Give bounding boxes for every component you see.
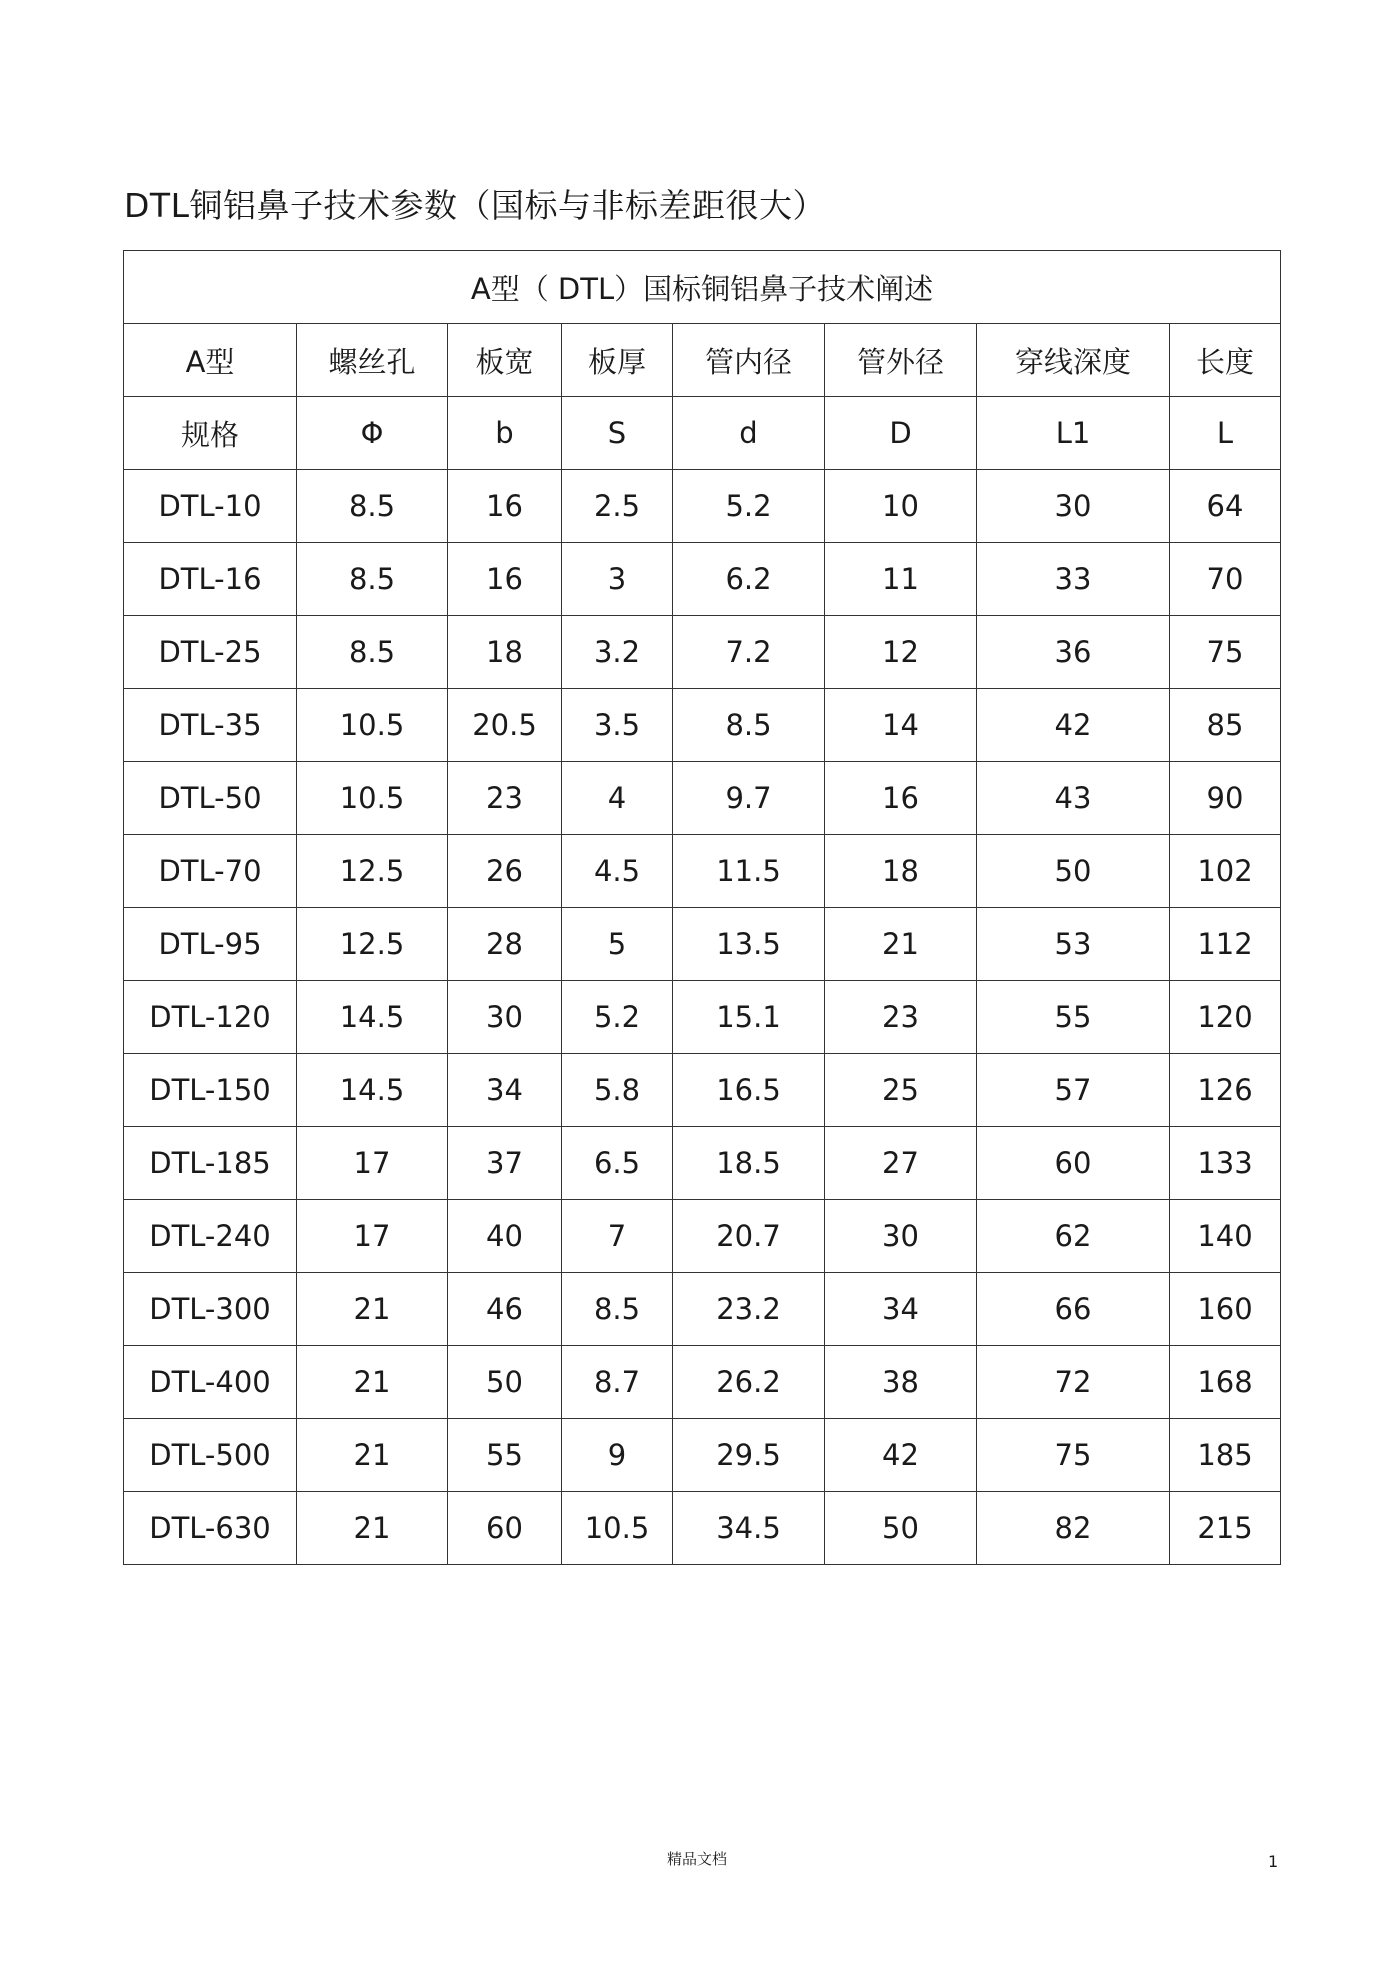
table-cell: 55 [977, 981, 1170, 1054]
table-cell: 53 [977, 908, 1170, 981]
table-cell: 82 [977, 1492, 1170, 1565]
table-cell: 133 [1170, 1127, 1281, 1200]
table-cell: 30 [977, 470, 1170, 543]
table-cell: 26.2 [673, 1346, 825, 1419]
table-cell: 50 [825, 1492, 977, 1565]
table-cell: 10.5 [297, 762, 448, 835]
table-cell: 3.5 [562, 689, 673, 762]
table-cell: 36 [977, 616, 1170, 689]
table-cell: 8.5 [673, 689, 825, 762]
table-cell: 18.5 [673, 1127, 825, 1200]
document-title: DTL铜铝鼻子技术参数（国标与非标差距很大） [124, 186, 826, 225]
table-cell: 21 [825, 908, 977, 981]
table-row [124, 1054, 1281, 1127]
table-cell: 11 [825, 543, 977, 616]
table-cell: 16 [448, 543, 562, 616]
spec-table [123, 250, 1281, 1565]
table-cell: 120 [1170, 981, 1281, 1054]
table-cell: 8.5 [297, 616, 448, 689]
table-cell: 75 [977, 1419, 1170, 1492]
table-cell: 8.5 [562, 1273, 673, 1346]
header-cell: S [562, 397, 673, 470]
table-cell: 30 [825, 1200, 977, 1273]
table-cell: 18 [448, 616, 562, 689]
table-caption: A型（ DTL）国标铜铝鼻子技术阐述 [124, 251, 1281, 324]
table-cell: 112 [1170, 908, 1281, 981]
table-cell: 126 [1170, 1054, 1281, 1127]
table-cell: 215 [1170, 1492, 1281, 1565]
header-cell: A型 [124, 324, 297, 397]
table-cell: 29.5 [673, 1419, 825, 1492]
header-cell: 长度 [1170, 324, 1281, 397]
header-cell: 螺丝孔 [297, 324, 448, 397]
table-row [124, 470, 1281, 543]
table-cell: 4 [562, 762, 673, 835]
header-row-names [124, 324, 1281, 397]
table-cell: 57 [977, 1054, 1170, 1127]
table-cell: 5 [562, 908, 673, 981]
header-cell: Φ [297, 397, 448, 470]
table-cell: 21 [297, 1346, 448, 1419]
table-cell: 33 [977, 543, 1170, 616]
table-cell: 21 [297, 1419, 448, 1492]
table-cell: 23.2 [673, 1273, 825, 1346]
table-cell: DTL-70 [124, 835, 297, 908]
header-cell: 管外径 [825, 324, 977, 397]
table-cell: DTL-630 [124, 1492, 297, 1565]
table-row [124, 616, 1281, 689]
table-cell: 3 [562, 543, 673, 616]
table-cell: 14.5 [297, 981, 448, 1054]
table-cell: 13.5 [673, 908, 825, 981]
table-cell: DTL-25 [124, 616, 297, 689]
table-cell: 6.5 [562, 1127, 673, 1200]
table-row [124, 1346, 1281, 1419]
table-cell: 2.5 [562, 470, 673, 543]
header-cell: L1 [977, 397, 1170, 470]
table-cell: 34 [825, 1273, 977, 1346]
table-cell: 20.7 [673, 1200, 825, 1273]
table-cell: 72 [977, 1346, 1170, 1419]
header-cell: b [448, 397, 562, 470]
table-cell: 5.2 [562, 981, 673, 1054]
table-cell: 12.5 [297, 835, 448, 908]
table-cell: 50 [448, 1346, 562, 1419]
table-row [124, 1419, 1281, 1492]
table-cell: 34.5 [673, 1492, 825, 1565]
table-row [124, 908, 1281, 981]
table-cell: 6.2 [673, 543, 825, 616]
table-cell: 8.7 [562, 1346, 673, 1419]
table-cell: DTL-16 [124, 543, 297, 616]
table-cell: 15.1 [673, 981, 825, 1054]
table-cell: 23 [825, 981, 977, 1054]
table-row [124, 689, 1281, 762]
table-row [124, 543, 1281, 616]
table-cell: DTL-400 [124, 1346, 297, 1419]
table-cell: 3.2 [562, 616, 673, 689]
table-cell: DTL-300 [124, 1273, 297, 1346]
table-cell: 12 [825, 616, 977, 689]
table-cell: DTL-185 [124, 1127, 297, 1200]
table-cell: 8.5 [297, 470, 448, 543]
table-cell: 42 [825, 1419, 977, 1492]
table-cell: 16 [825, 762, 977, 835]
table-cell: 46 [448, 1273, 562, 1346]
table-cell: 20.5 [448, 689, 562, 762]
table-cell: 14.5 [297, 1054, 448, 1127]
page-number: 1 [1268, 1852, 1279, 1871]
table-cell: 42 [977, 689, 1170, 762]
header-cell: 规格 [124, 397, 297, 470]
table-cell: 102 [1170, 835, 1281, 908]
table-cell: 75 [1170, 616, 1281, 689]
header-cell: 管内径 [673, 324, 825, 397]
table-cell: 10.5 [562, 1492, 673, 1565]
table-cell: 185 [1170, 1419, 1281, 1492]
table-cell: 38 [825, 1346, 977, 1419]
table-cell: 9 [562, 1419, 673, 1492]
table-cell: 7.2 [673, 616, 825, 689]
table-row [124, 1200, 1281, 1273]
table-row [124, 981, 1281, 1054]
table-row [124, 835, 1281, 908]
table-row [124, 1273, 1281, 1346]
table-cell: 11.5 [673, 835, 825, 908]
table-row [124, 1492, 1281, 1565]
footer-label: 精品文档 [666, 1850, 727, 1868]
table-cell: 5.8 [562, 1054, 673, 1127]
header-cell: 板宽 [448, 324, 562, 397]
table-cell: 50 [977, 835, 1170, 908]
table-cell: 16.5 [673, 1054, 825, 1127]
table-cell: 25 [825, 1054, 977, 1127]
table-row [124, 762, 1281, 835]
table-cell: DTL-240 [124, 1200, 297, 1273]
table-cell: 62 [977, 1200, 1170, 1273]
table-cell: 37 [448, 1127, 562, 1200]
table-cell: 85 [1170, 689, 1281, 762]
table-cell: 9.7 [673, 762, 825, 835]
caption-row [124, 251, 1281, 324]
header-cell: 板厚 [562, 324, 673, 397]
table-cell: 30 [448, 981, 562, 1054]
table-cell: 43 [977, 762, 1170, 835]
table-cell: 40 [448, 1200, 562, 1273]
table-cell: 64 [1170, 470, 1281, 543]
table-cell: 140 [1170, 1200, 1281, 1273]
header-row-symbols [124, 397, 1281, 470]
table-cell: DTL-500 [124, 1419, 297, 1492]
table-cell: DTL-10 [124, 470, 297, 543]
table-cell: 23 [448, 762, 562, 835]
table-cell: DTL-150 [124, 1054, 297, 1127]
table-cell: 55 [448, 1419, 562, 1492]
table-cell: 90 [1170, 762, 1281, 835]
table-cell: 21 [297, 1273, 448, 1346]
table-cell: DTL-50 [124, 762, 297, 835]
header-cell: L [1170, 397, 1281, 470]
header-cell: d [673, 397, 825, 470]
header-cell: D [825, 397, 977, 470]
table-cell: 27 [825, 1127, 977, 1200]
table-cell: 4.5 [562, 835, 673, 908]
table-cell: 21 [297, 1492, 448, 1565]
table-cell: 17 [297, 1200, 448, 1273]
table-cell: 10.5 [297, 689, 448, 762]
header-cell: 穿线深度 [977, 324, 1170, 397]
table-cell: 5.2 [673, 470, 825, 543]
table-cell: 8.5 [297, 543, 448, 616]
table-cell: DTL-35 [124, 689, 297, 762]
table-cell: 17 [297, 1127, 448, 1200]
table-cell: 7 [562, 1200, 673, 1273]
table-cell: 16 [448, 470, 562, 543]
table-cell: DTL-95 [124, 908, 297, 981]
table-cell: 60 [977, 1127, 1170, 1200]
table-cell: 66 [977, 1273, 1170, 1346]
table-cell: 10 [825, 470, 977, 543]
table-cell: 160 [1170, 1273, 1281, 1346]
table-cell: 60 [448, 1492, 562, 1565]
table-cell: 168 [1170, 1346, 1281, 1419]
table-cell: DTL-120 [124, 981, 297, 1054]
table-cell: 70 [1170, 543, 1281, 616]
table-cell: 34 [448, 1054, 562, 1127]
table-cell: 12.5 [297, 908, 448, 981]
table-cell: 26 [448, 835, 562, 908]
table-cell: 18 [825, 835, 977, 908]
table-row [124, 1127, 1281, 1200]
table-cell: 28 [448, 908, 562, 981]
table-cell: 14 [825, 689, 977, 762]
